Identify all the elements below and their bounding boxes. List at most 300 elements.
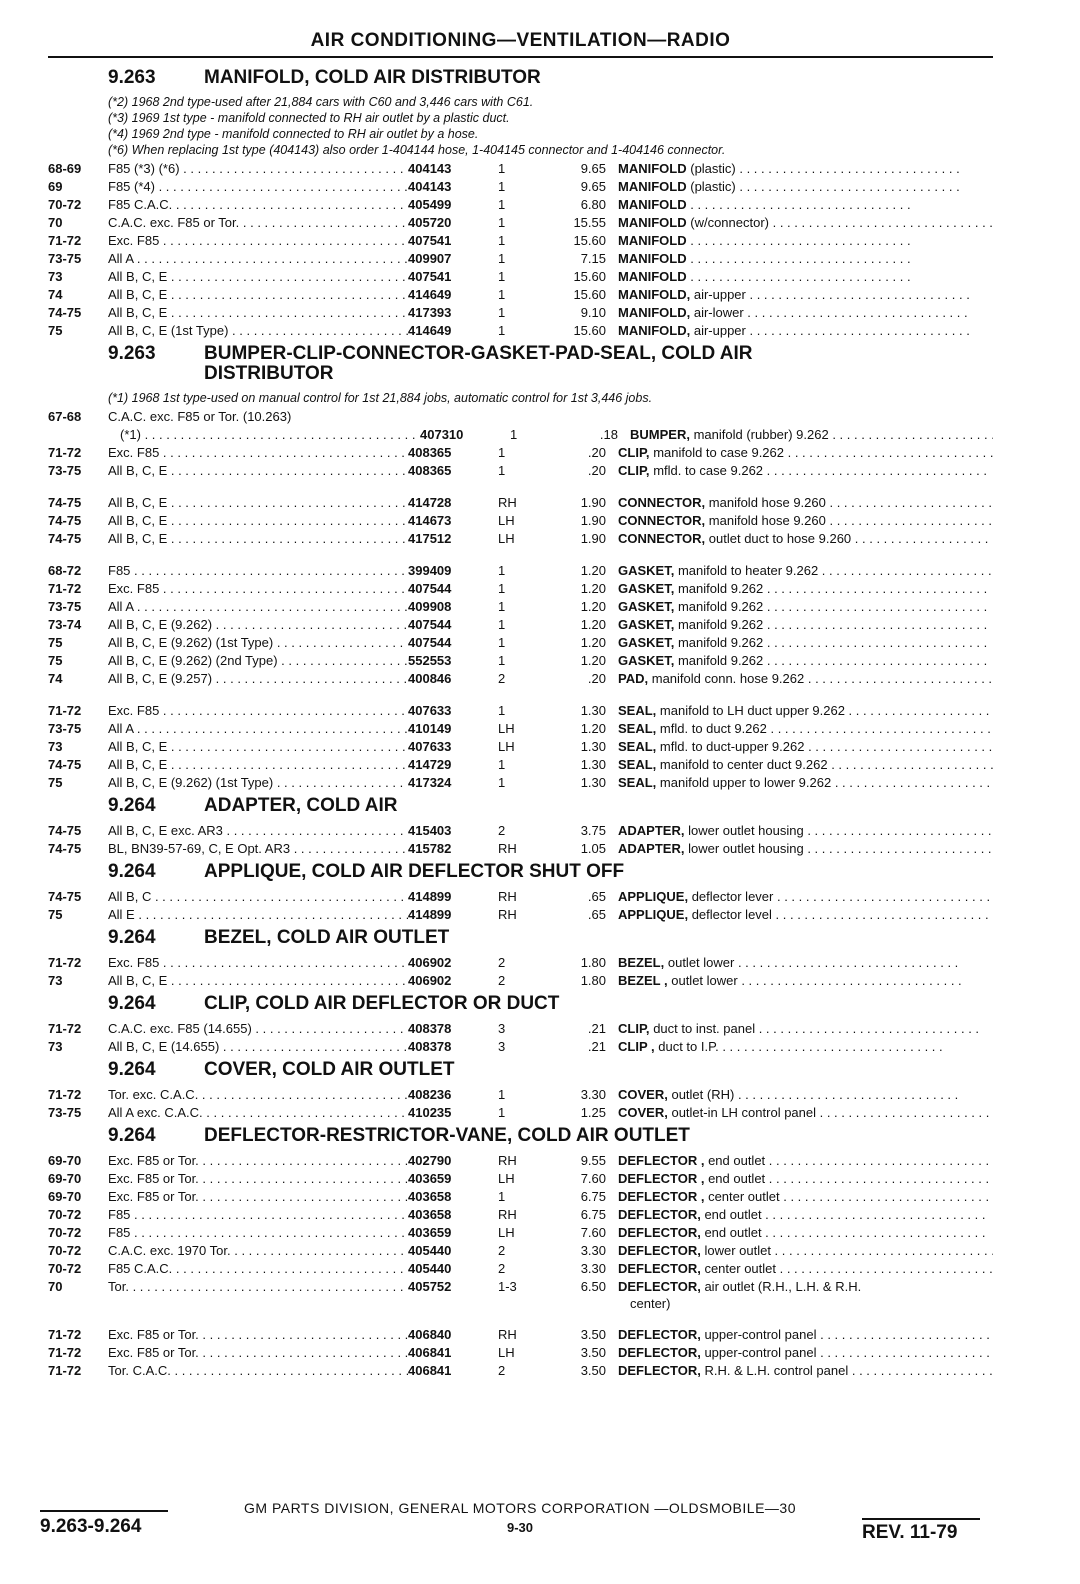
section-title	[48, 344, 993, 384]
price: 1.30	[580, 739, 606, 754]
model-years	[48, 426, 108, 444]
quantity: 2	[498, 1243, 506, 1258]
part-number: 407633	[408, 703, 452, 718]
part-row	[48, 840, 993, 858]
part-name: SEAL,	[618, 721, 657, 736]
quantity: LH	[498, 1225, 515, 1240]
part-name: DEFLECTOR,	[618, 1225, 701, 1240]
part-description	[618, 214, 993, 232]
section-number: 9.264	[108, 861, 156, 882]
model-years: 71-72	[48, 1363, 82, 1378]
part-row	[48, 1278, 993, 1296]
catalog-section	[48, 928, 993, 990]
application: Exc. F85 . . .	[108, 232, 408, 250]
part-number: 414729	[408, 757, 452, 772]
part-row	[48, 1362, 993, 1380]
application: BL, BN39-57-69, C, E Opt. AR3 . . .	[108, 840, 408, 858]
part-detail: (w/connector)	[690, 215, 769, 230]
part-description	[618, 580, 993, 598]
part-detail: end outlet	[708, 1153, 766, 1168]
quantity: 1	[498, 1087, 506, 1102]
part-number: 417512	[408, 531, 452, 546]
part-detail: air-upper	[693, 287, 746, 302]
section-number: 9.263	[108, 67, 156, 88]
quantity: 1	[498, 703, 506, 718]
page-header: AIR CONDITIONING—VENTILATION—RADIO	[310, 30, 731, 51]
price: 1.05	[580, 841, 606, 856]
price: 6.75	[580, 1207, 606, 1222]
part-row	[48, 462, 993, 480]
application: All B, C, E . . .	[108, 756, 408, 774]
part-row	[48, 906, 993, 924]
application: F85 (*4) . . .	[108, 178, 408, 196]
price: 1.20	[580, 563, 606, 578]
application: All B, C, E . . .	[108, 738, 408, 756]
model-years: 75	[48, 775, 63, 790]
quantity: 1	[498, 305, 506, 320]
part-row	[48, 972, 993, 990]
part-row	[48, 304, 993, 322]
part-number: 409908	[408, 599, 452, 614]
quantity: 2	[498, 973, 506, 988]
quantity: RH	[498, 495, 517, 510]
part-name: GASKET,	[618, 653, 675, 668]
part-description	[618, 1086, 993, 1104]
part-number: 406841	[408, 1363, 452, 1378]
application: F85 . . .	[108, 1206, 408, 1224]
section-name: CLIP, COLD AIR DEFLECTOR OR DUCT	[204, 993, 560, 1014]
part-number: 405499	[408, 197, 452, 212]
part-number: 414899	[408, 889, 452, 904]
section-title	[48, 796, 993, 816]
model-years: 73-75	[48, 721, 82, 736]
part-name: ADAPTER,	[618, 823, 685, 838]
model-years: 73-74	[48, 617, 82, 632]
part-description	[618, 954, 993, 972]
application: All B, C, E . . .	[108, 286, 408, 304]
part-detail: end outlet	[704, 1225, 762, 1240]
application: All B, C, E (9.257) . . .	[108, 670, 408, 688]
quantity: 1	[498, 233, 506, 248]
part-detail: outlet (RH)	[671, 1087, 735, 1102]
part-description	[618, 1344, 993, 1362]
application: All A exc. C.A.C. . . .	[108, 1104, 408, 1122]
part-number: 410235	[408, 1105, 452, 1120]
part-description	[618, 1224, 993, 1242]
part-row	[48, 1038, 993, 1056]
part-number: 407541	[408, 269, 452, 284]
part-number: 408365	[408, 463, 452, 478]
part-name: APPLIQUE,	[618, 907, 689, 922]
price: 1.20	[580, 635, 606, 650]
quantity: 1	[498, 563, 506, 578]
application: C.A.C. exc. F85 (14.655) . . .	[108, 1020, 408, 1038]
catalog-section	[48, 994, 993, 1056]
model-years: 73	[48, 269, 63, 284]
part-name: COVER,	[618, 1105, 668, 1120]
part-row	[48, 702, 993, 720]
part-name: GASKET,	[618, 635, 675, 650]
application: All B, C, E . . .	[108, 268, 408, 286]
quantity: 1	[498, 599, 506, 614]
section-number: 9.264	[108, 1125, 156, 1146]
part-number: 414649	[408, 287, 452, 302]
part-detail: air-lower	[693, 305, 744, 320]
price: 6.75	[580, 1189, 606, 1204]
section-title	[48, 1126, 993, 1146]
part-description	[618, 1296, 993, 1312]
section-title	[48, 862, 993, 882]
part-detail: center outlet	[704, 1261, 776, 1276]
price: 1.30	[580, 775, 606, 790]
part-detail: lower outlet housing	[688, 823, 804, 838]
part-number: 407544	[408, 617, 452, 632]
section-name: APPLIQUE, COLD AIR DEFLECTOR SHUT OFF	[204, 861, 625, 882]
part-name: GASKET,	[618, 581, 675, 596]
part-description	[618, 160, 993, 178]
price: 3.30	[580, 1243, 606, 1258]
part-description	[618, 774, 993, 792]
part-description	[618, 268, 993, 286]
price: 15.60	[573, 233, 606, 248]
model-years: 71-72	[48, 1087, 82, 1102]
part-name: DEFLECTOR,	[618, 1327, 701, 1342]
part-description	[618, 530, 993, 548]
quantity: 1	[498, 197, 506, 212]
part-detail: manifold 9.262	[677, 581, 764, 596]
part-number: 407310	[420, 427, 464, 442]
application: Exc. F85 or Tor. . . .	[108, 1170, 408, 1188]
section-note: (*3) 1969 1st type - manifold connected to RH air outlet by a plastic duct.	[108, 111, 510, 125]
part-detail: manifold 9.262	[677, 653, 764, 668]
section-number: 9.264	[108, 927, 156, 948]
part-row	[48, 178, 993, 196]
application: F85 C.A.C. . . .	[108, 196, 408, 214]
price: .20	[587, 445, 606, 460]
part-detail: duct to inst. panel	[653, 1021, 756, 1036]
catalog-section	[48, 862, 993, 924]
part-row	[48, 1344, 993, 1362]
part-description	[618, 616, 993, 634]
part-number: 407544	[408, 581, 452, 596]
part-detail: duct to I.P.	[658, 1039, 719, 1054]
part-detail: deflector level	[691, 907, 772, 922]
model-years: 73-75	[48, 251, 82, 266]
part-number: 552553	[408, 653, 452, 668]
model-years: 73	[48, 739, 63, 754]
section-notes	[48, 390, 993, 406]
part-name: MANIFOLD	[618, 197, 687, 212]
part-name: MANIFOLD	[618, 215, 687, 230]
part-detail: mfld. to duct-upper 9.262	[659, 739, 805, 754]
part-number: 408236	[408, 1087, 452, 1102]
quantity: LH	[498, 721, 515, 736]
application: Tor. exc. C.A.C. . . .	[108, 1086, 408, 1104]
part-description	[618, 1326, 993, 1344]
model-years: 70	[48, 215, 63, 230]
price: .65	[587, 889, 606, 904]
application: Exc. F85 . . .	[108, 954, 408, 972]
quantity: 1	[498, 617, 506, 632]
part-row	[48, 530, 993, 548]
price: 1.30	[580, 703, 606, 718]
part-description	[618, 1152, 993, 1170]
part-number: 408365	[408, 445, 452, 460]
quantity: 1	[510, 427, 518, 442]
quantity: 1	[498, 251, 506, 266]
price: 3.75	[580, 823, 606, 838]
application: All B, C, E . . .	[108, 972, 408, 990]
section-title	[48, 1060, 993, 1080]
part-description	[618, 196, 993, 214]
application: All E . . .	[108, 906, 408, 924]
application: Exc. F85 . . .	[108, 702, 408, 720]
quantity: LH	[498, 739, 515, 754]
part-description	[618, 598, 993, 616]
application: All A . . .	[108, 250, 408, 268]
part-number: 405440	[408, 1261, 452, 1276]
part-name: BEZEL,	[618, 955, 665, 970]
part-number: 417393	[408, 305, 452, 320]
catalog-section	[48, 796, 993, 858]
part-detail: manifold hose 9.260	[708, 495, 826, 510]
application: All B, C, E . . .	[108, 512, 408, 530]
price: .20	[587, 463, 606, 478]
application: Exc. F85 or Tor. . . .	[108, 1188, 408, 1206]
part-name: MANIFOLD	[618, 161, 687, 176]
part-description	[618, 1038, 993, 1056]
part-name: CLIP ,	[618, 1039, 655, 1054]
part-name: CLIP,	[618, 445, 650, 460]
quantity: 1	[498, 757, 506, 772]
application: All B, C, E (9.262) (1st Type) . . .	[108, 634, 408, 652]
part-detail: manifold to center duct 9.262	[659, 757, 828, 772]
part-name: MANIFOLD	[618, 233, 687, 248]
part-name: CONNECTOR,	[618, 531, 706, 546]
model-years: 74-75	[48, 305, 82, 320]
part-row	[48, 426, 993, 444]
part-description	[618, 1362, 993, 1380]
part-description	[618, 322, 993, 340]
application: C.A.C. exc. F85 or Tor. . . .	[108, 214, 408, 232]
part-description	[618, 512, 993, 530]
quantity: 1	[498, 269, 506, 284]
catalog-section	[48, 1126, 993, 1380]
part-description	[618, 1188, 993, 1206]
part-row	[48, 494, 993, 512]
model-years: 73-75	[48, 1105, 82, 1120]
model-years: 69-70	[48, 1153, 82, 1168]
part-row	[48, 268, 993, 286]
part-number: 406902	[408, 955, 452, 970]
part-detail: center outlet	[708, 1189, 780, 1204]
application: C.A.C. exc. F85 or Tor. (10.263)	[108, 409, 292, 424]
part-name: SEAL,	[618, 757, 657, 772]
model-years: 69-70	[48, 1189, 82, 1204]
section-note: (*6) When replacing 1st type (404143) also order 1-404144 hose, 1-404145 connector and 1-404146 connector.	[108, 143, 726, 157]
part-number: 406841	[408, 1345, 452, 1360]
part-description	[618, 840, 993, 858]
part-number: 407541	[408, 233, 452, 248]
price: 1.20	[580, 599, 606, 614]
application: F85 . . .	[108, 1224, 408, 1242]
part-name: SEAL,	[618, 739, 657, 754]
section-number: 9.263	[108, 343, 156, 364]
application: All B, C, E . . .	[108, 304, 408, 322]
section-name: ADAPTER, COLD AIR	[204, 795, 398, 816]
part-name: DEFLECTOR ,	[618, 1171, 705, 1186]
part-row	[48, 1242, 993, 1260]
part-detail: deflector lever	[691, 889, 774, 904]
catalog-content	[48, 64, 993, 1380]
model-years: 71-72	[48, 1345, 82, 1360]
price: .18	[599, 427, 618, 442]
part-name: PAD,	[618, 671, 649, 686]
part-row	[48, 822, 993, 840]
part-name: DEFLECTOR,	[618, 1363, 701, 1378]
part-description	[618, 670, 993, 688]
part-detail: outlet lower	[667, 955, 735, 970]
part-description	[618, 562, 993, 580]
part-description	[618, 822, 993, 840]
model-years: 71-72	[48, 1327, 82, 1342]
part-name: MANIFOLD	[618, 179, 687, 194]
part-detail: upper-control panel	[704, 1345, 817, 1360]
footer-rule-right	[862, 1518, 980, 1520]
footer-publisher: GM PARTS DIVISION, GENERAL MOTORS CORPORATION —OLDSMOBILE—30	[244, 1500, 796, 1516]
part-name: DEFLECTOR,	[618, 1207, 701, 1222]
part-row	[48, 616, 993, 634]
part-detail: outlet lower	[671, 973, 738, 988]
part-row	[48, 562, 993, 580]
parts-list	[48, 822, 993, 858]
application: Exc. F85 . . .	[108, 444, 408, 462]
part-description	[618, 720, 993, 738]
part-detail: manifold to heater 9.262	[677, 563, 819, 578]
part-detail: manifold upper to lower 9.262	[659, 775, 832, 790]
part-row	[48, 756, 993, 774]
part-name: DEFLECTOR,	[618, 1345, 701, 1360]
part-number: 410149	[408, 721, 452, 736]
price: 15.60	[573, 269, 606, 284]
model-years: 74	[48, 287, 63, 302]
section-note: (*1) 1968 1st type-used on manual control for 1st 21,884 jobs, automatic control for 1st 3,446 jobs.	[108, 391, 653, 405]
part-name: DEFLECTOR,	[618, 1279, 701, 1294]
part-number: 406902	[408, 973, 452, 988]
part-number: 403659	[408, 1171, 452, 1186]
model-years: 70-72	[48, 197, 82, 212]
part-name: MANIFOLD,	[618, 323, 691, 338]
model-years: 70-72	[48, 1225, 82, 1240]
part-detail: air-upper	[693, 323, 746, 338]
part-row	[48, 1206, 993, 1224]
part-row	[48, 250, 993, 268]
model-years: 68-72	[48, 563, 82, 578]
model-years: 74-75	[48, 841, 82, 856]
part-detail: manifold to case 9.262	[653, 445, 784, 460]
price: 1.90	[580, 495, 606, 510]
part-name: GASKET,	[618, 599, 675, 614]
model-years: 74	[48, 671, 63, 686]
price: 1.25	[580, 1105, 606, 1120]
part-row	[48, 196, 993, 214]
footer-rule-left	[40, 1510, 168, 1512]
quantity: LH	[498, 1171, 515, 1186]
quantity: 1-3	[498, 1279, 517, 1294]
price: 3.30	[580, 1087, 606, 1102]
quantity: RH	[498, 907, 517, 922]
price: 15.60	[573, 287, 606, 302]
part-number: 402790	[408, 1153, 452, 1168]
part-row	[48, 1296, 993, 1312]
part-row	[48, 286, 993, 304]
part-number: 406840	[408, 1327, 452, 1342]
part-description	[618, 232, 993, 250]
quantity: 1	[498, 215, 506, 230]
part-name: MANIFOLD	[618, 251, 687, 266]
part-name: CONNECTOR,	[618, 513, 706, 528]
part-number	[408, 1296, 498, 1312]
quantity: 2	[498, 1261, 506, 1276]
footer-page-number: 9-30	[506, 1520, 534, 1535]
quantity: 1	[498, 161, 506, 176]
quantity: RH	[498, 889, 517, 904]
section-title	[48, 68, 993, 88]
part-number: 404143	[408, 179, 452, 194]
part-row	[48, 1224, 993, 1242]
quantity: 3	[498, 1021, 506, 1036]
part-name: MANIFOLD	[618, 269, 687, 284]
part-name: CLIP,	[618, 463, 650, 478]
model-years: 73-75	[48, 599, 82, 614]
price: 3.50	[580, 1345, 606, 1360]
price: 3.50	[580, 1363, 606, 1378]
part-detail: center)	[630, 1296, 671, 1311]
quantity: 2	[498, 1363, 506, 1378]
application: C.A.C. exc. 1970 Tor. . . .	[108, 1242, 408, 1260]
quantity: LH	[498, 513, 515, 528]
price: 7.60	[580, 1225, 606, 1240]
section-number: 9.264	[108, 1059, 156, 1080]
model-years: 74-75	[48, 757, 82, 772]
part-detail: end outlet	[704, 1207, 762, 1222]
part-name: BUMPER,	[630, 427, 690, 442]
application: All B, C, E (14.655) . . .	[108, 1038, 408, 1056]
price: 9.10	[580, 305, 606, 320]
part-description	[618, 1206, 993, 1224]
part-description	[618, 1278, 993, 1296]
quantity: 1	[498, 775, 506, 790]
part-description	[618, 738, 993, 756]
price: .21	[587, 1021, 606, 1036]
part-description	[618, 178, 993, 196]
part-name: SEAL,	[618, 703, 657, 718]
part-row	[48, 1188, 993, 1206]
price	[548, 408, 618, 426]
part-description	[618, 702, 993, 720]
model-years: 70-72	[48, 1243, 82, 1258]
part-name: DEFLECTOR,	[618, 1243, 701, 1258]
section-name: COVER, COLD AIR OUTLET	[204, 1059, 455, 1080]
part-name: SEAL,	[618, 775, 657, 790]
price	[548, 1296, 618, 1312]
part-number: 405752	[408, 1279, 452, 1294]
footer-revision: REV. 11-79	[862, 1522, 958, 1543]
section-name: BEZEL, COLD AIR OUTLET	[204, 927, 450, 948]
part-number: 414899	[408, 907, 452, 922]
quantity: LH	[498, 1345, 515, 1360]
part-row	[48, 322, 993, 340]
